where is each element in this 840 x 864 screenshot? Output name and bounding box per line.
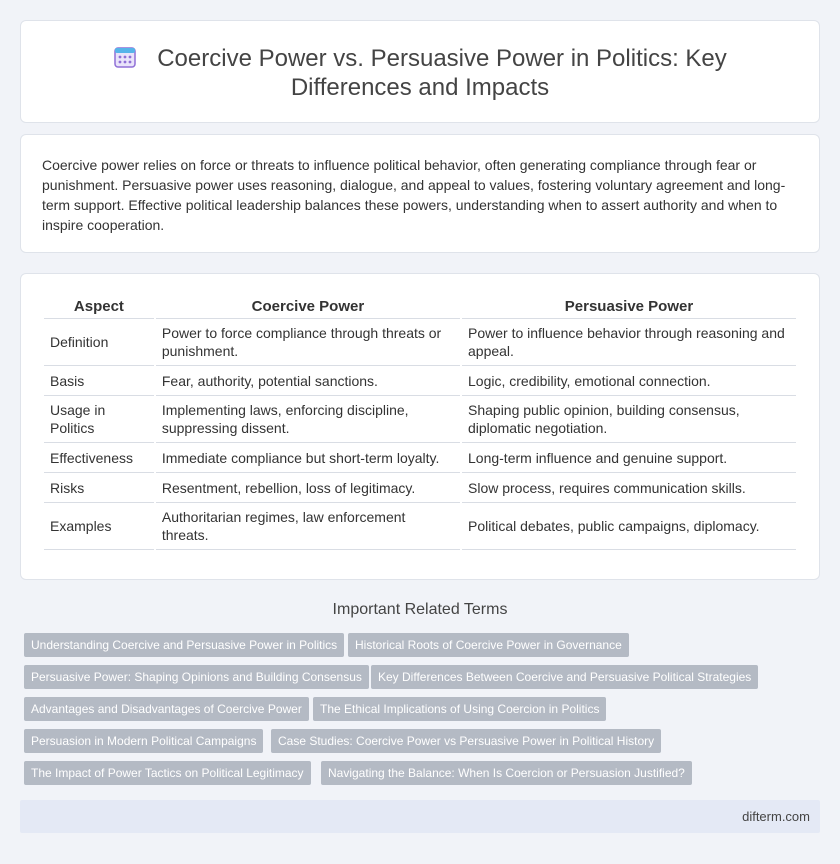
table-cell: Examples [44, 503, 154, 550]
related-terms-heading: Important Related Terms [332, 601, 508, 618]
related-term-link[interactable]: Case Studies: Coercive Power vs Persuasive Power in Political History [271, 729, 661, 753]
table-cell: Immediate compliance but short-term loyalty. [156, 443, 460, 473]
comparison-table-card [20, 273, 820, 580]
table-cell: Power to force compliance through threats or punishment. [156, 319, 460, 366]
related-term-link[interactable]: Understanding Coercive and Persuasive Power in Politics [24, 633, 344, 657]
header-aspect: Aspect [44, 291, 154, 319]
table-cell: Shaping public opinion, building consensus, diplomatic negotiation. [462, 396, 796, 443]
table-row [44, 503, 796, 550]
page-title-wrap [51, 44, 789, 102]
related-term-link[interactable]: Navigating the Balance: When Is Coercion or Persuasion Justified? [321, 761, 692, 785]
header-coercive: Coercive Power [156, 291, 460, 319]
table-row [44, 443, 796, 473]
table-cell: Political debates, public campaigns, diplomacy. [462, 503, 796, 550]
table-row [44, 396, 796, 443]
table-cell: Usage in Politics [44, 396, 154, 443]
related-term-link[interactable]: The Impact of Power Tactics on Political Legitimacy [24, 761, 311, 785]
table-cell: Long-term influence and genuine support. [462, 443, 796, 473]
related-term-link[interactable]: Historical Roots of Coercive Power in Governance [348, 633, 629, 657]
page-title: Coercive Power vs. Persuasive Power in Politics: Key Differences and Impacts [157, 45, 727, 101]
related-term-link[interactable]: The Ethical Implications of Using Coercion in Politics [313, 697, 606, 721]
table-row [44, 473, 796, 503]
footer [20, 800, 820, 833]
related-term-link[interactable]: Persuasion in Modern Political Campaigns [24, 729, 263, 753]
table-cell: Effectiveness [44, 443, 154, 473]
table-cell: Power to influence behavior through reasoning and appeal. [462, 319, 796, 366]
table-cell: Authoritarian regimes, law enforcement threats. [156, 503, 460, 550]
table-cell: Logic, credibility, emotional connection. [462, 366, 796, 396]
comparison-table [42, 291, 798, 550]
calendar-grid-icon [113, 45, 137, 69]
table-cell: Implementing laws, enforcing discipline, suppressing dissent. [156, 396, 460, 443]
table-cell: Basis [44, 366, 154, 396]
intro-card [20, 134, 820, 253]
table-cell: Risks [44, 473, 154, 503]
footer-site-link[interactable]: difterm.com [742, 809, 810, 824]
table-row [44, 319, 796, 366]
related-term-link[interactable]: Key Differences Between Coercive and Persuasive Political Strategies [371, 665, 758, 689]
related-term-link[interactable]: Advantages and Disadvantages of Coercive Power [24, 697, 309, 721]
intro-text: Coercive power relies on force or threats to influence political behavior, often generating compliance through fear or punishment. Persuasive power uses reasoning, dialogue, and appeal to values, fostering voluntary agreement and long-term support. Effective political leadership balances these powers, understanding when to assert authority and when to inspire cooperation. [42, 157, 786, 233]
header-persuasive: Persuasive Power [462, 291, 796, 319]
related-term-link[interactable]: Persuasive Power: Shaping Opinions and Building Consensus [24, 665, 369, 689]
table-cell: Resentment, rebellion, loss of legitimacy. [156, 473, 460, 503]
table-row [44, 366, 796, 396]
table-cell: Fear, authority, potential sanctions. [156, 366, 460, 396]
table-header-row [44, 291, 796, 319]
table-cell: Definition [44, 319, 154, 366]
table-cell: Slow process, requires communication skills. [462, 473, 796, 503]
title-card [20, 20, 820, 123]
